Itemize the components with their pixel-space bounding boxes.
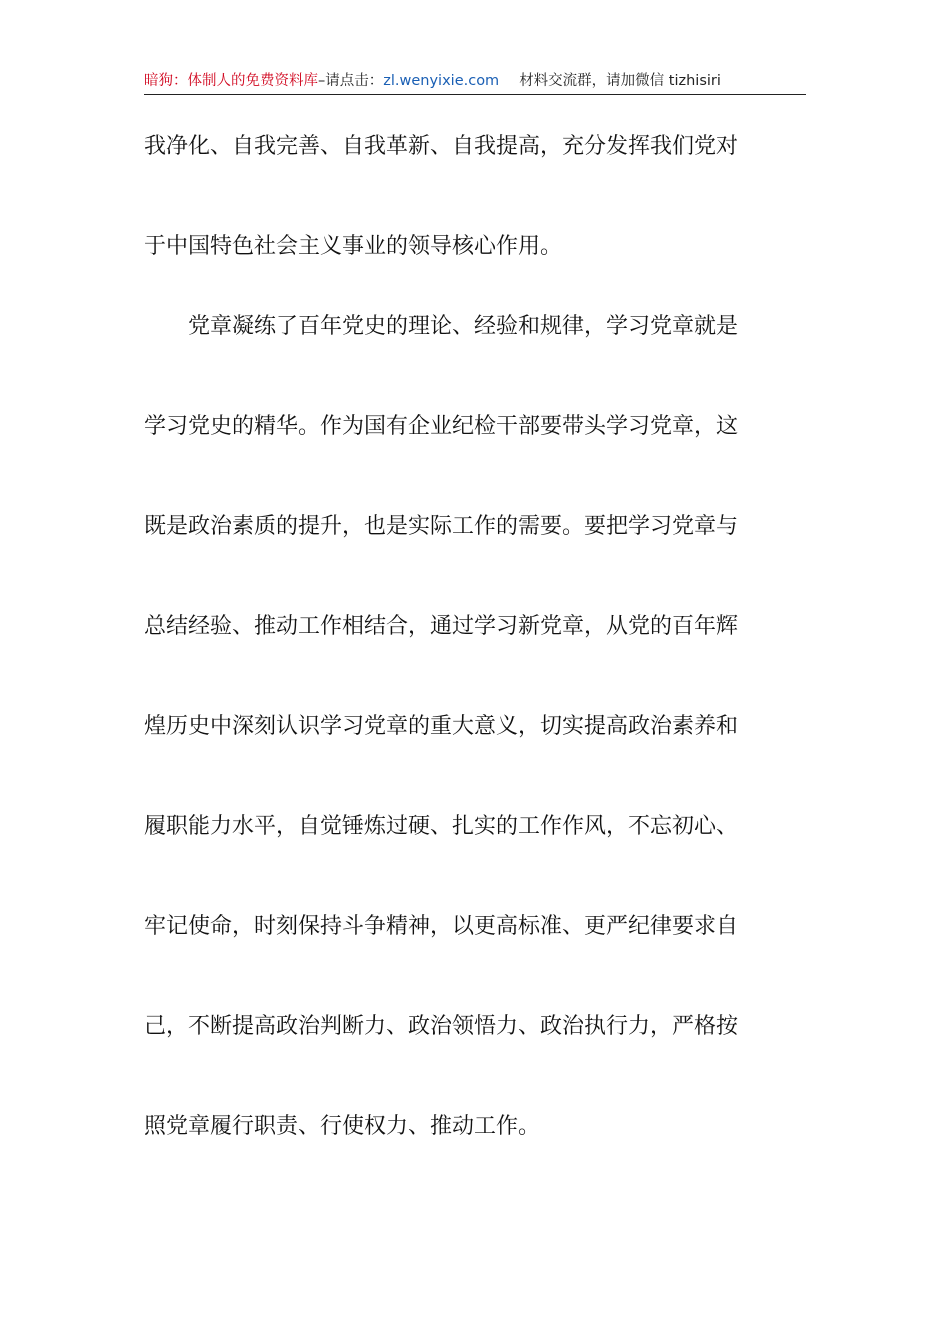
body-line: 我净化、自我完善、自我革新、自我提高，充分发挥我们党对 [144,134,739,159]
page-header [144,70,806,95]
body-line: 党章凝练了百年党史的理论、经验和规律，学习党章就是 [144,314,739,339]
body-line: 于中国特色社会主义事业的领导核心作用。 [144,234,563,259]
header-group-info: 材料交流群，请加微信 tizhisiri [519,73,721,89]
body-line: 既是政治素质的提升，也是实际工作的需要。要把学习党章与 [144,514,739,539]
body-line: 牢记使命，时刻保持斗争精神，以更高标准、更严纪律要求自 [144,914,739,939]
body-line: 煌历史中深刻认识学习党章的重大意义，切实提高政治素养和 [144,714,739,739]
header-separator: –请点击： [318,73,384,89]
body-line: 照党章履行职责、行使权力、推动工作。 [144,1114,541,1139]
body-line: 学习党史的精华。作为国有企业纪检干部要带头学习党章，这 [144,414,739,439]
body-line: 己，不断提高政治判断力、政治领悟力、政治执行力，严格按 [144,1014,739,1039]
header-link[interactable]: zl.wenyixie.com [383,73,500,89]
header-brand: 暗狗：体制人的免费资料库 [144,73,318,89]
body-line: 总结经验、推动工作相结合，通过学习新党章，从党的百年辉 [144,614,739,639]
body-line: 履职能力水平，自觉锤炼过硬、扎实的工作作风，不忘初心、 [144,814,739,839]
